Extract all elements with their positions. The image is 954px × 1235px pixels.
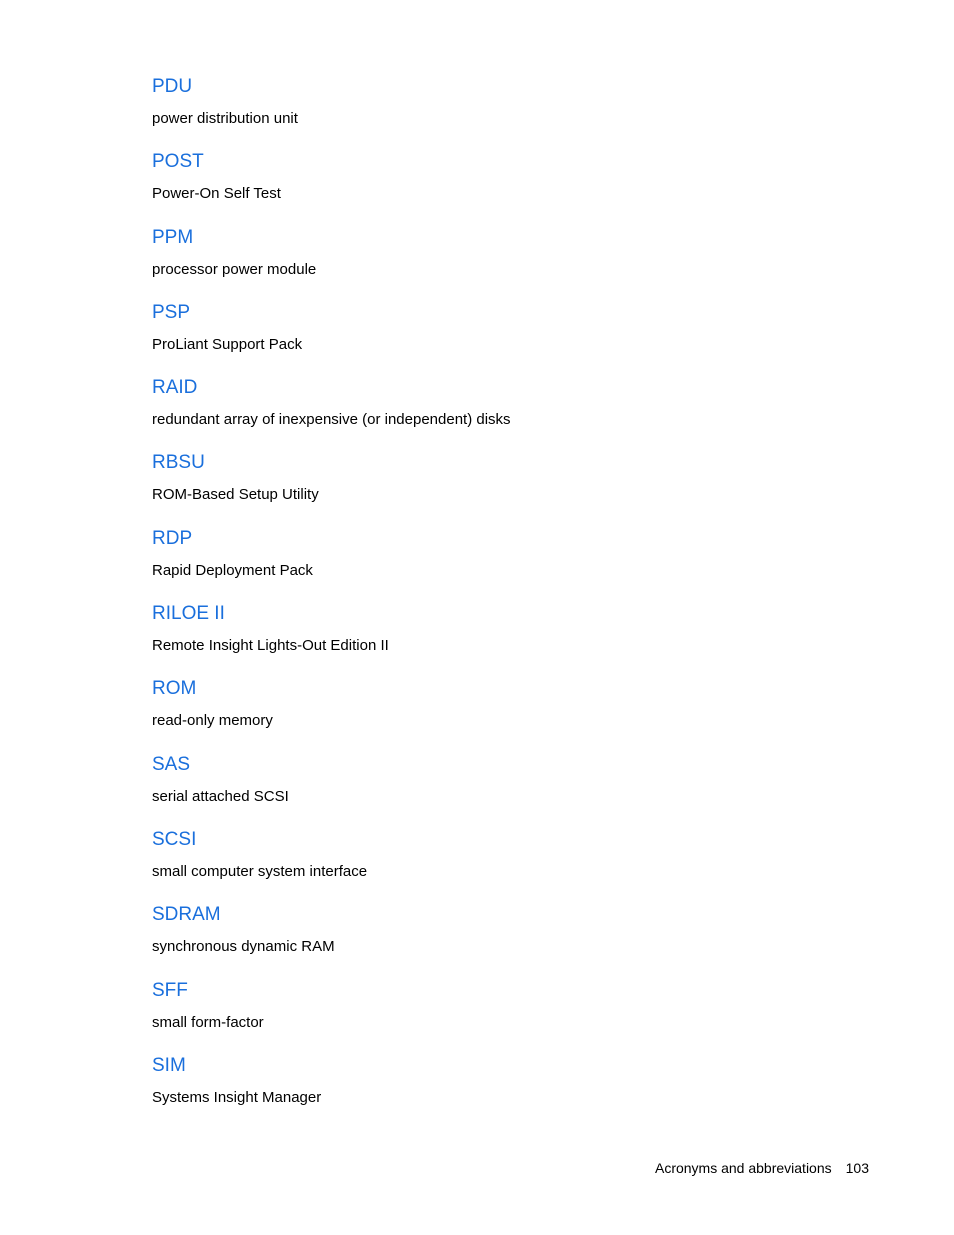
page-number: 103 [845,1160,869,1176]
acronym-entry [152,225,852,300]
acronym-definition: Rapid Deployment Pack [152,561,313,579]
acronym-definition: Remote Insight Lights-Out Edition II [152,637,389,655]
acronym-definition: processor power module [152,260,317,278]
acronym-term: ROM [152,678,197,700]
acronym-term: SDRAM [152,904,221,926]
acronym-entry [152,300,852,375]
acronym-term: PSP [152,301,191,323]
acronym-term: PPM [152,226,194,248]
acronym-term: SCSI [152,828,197,850]
acronym-term: RILOE II [152,603,225,625]
acronym-definition: ROM-Based Setup Utility [152,486,319,504]
acronym-definition: synchronous dynamic RAM [152,938,335,956]
acronym-entry [152,752,852,827]
acronym-entry [152,149,852,224]
acronym-entry [152,74,852,149]
acronym-definition: power distribution unit [152,110,298,127]
acronym-entry [152,902,852,977]
acronym-definition: small form-factor [152,1013,264,1031]
acronym-definition: ProLiant Support Pack [152,335,303,353]
acronym-entry [152,375,852,450]
acronym-definition: serial attached SCSI [152,787,289,805]
acronym-entry [152,450,852,525]
acronym-term: RDP [152,527,193,549]
acronym-definition: small computer system interface [152,862,368,880]
acronym-term: RAID [152,377,198,399]
acronym-term: SAS [152,753,191,775]
acronym-entry [152,601,852,676]
acronym-definition: read-only memory [152,712,273,730]
acronym-entry [152,978,852,1053]
acronym-entry [152,1053,852,1128]
acronym-entry [152,526,852,601]
acronym-entry [152,827,852,902]
acronym-term: SFF [152,979,188,1001]
acronym-term: SIM [152,1054,186,1076]
acronym-list [152,74,852,1128]
acronym-term: RBSU [152,452,205,474]
footer-section-title: Acronyms and abbreviations [654,1160,832,1176]
acronym-definition: Power-On Self Test [152,185,281,203]
acronym-entry [152,676,852,751]
page-footer [655,1158,869,1178]
acronym-definition: Systems Insight Manager [152,1088,322,1106]
acronym-term: PDU [152,76,193,97]
acronym-definition: redundant array of inexpensive (or independent) disks [152,411,511,429]
acronym-term: POST [152,151,204,173]
